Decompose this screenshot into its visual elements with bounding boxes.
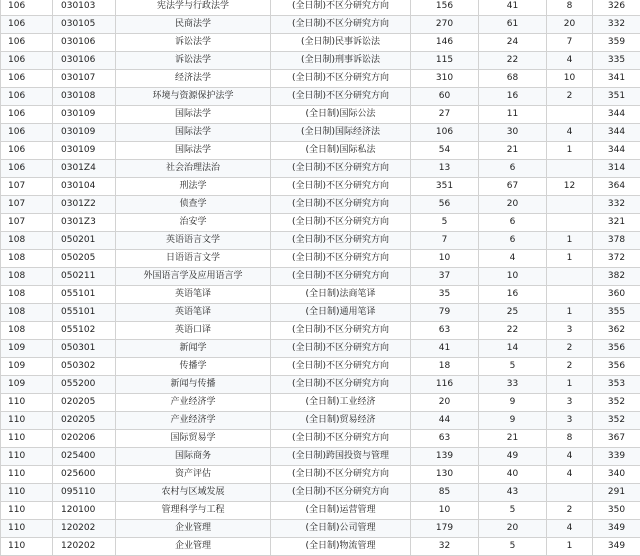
major-name-cell: 环境与资源保护法学 xyxy=(116,88,271,106)
major-code-cell: 030109 xyxy=(53,106,116,124)
count-cell-3: 1 xyxy=(547,250,593,268)
major-name-cell: 英语笔译 xyxy=(116,286,271,304)
score-cell: 326 xyxy=(593,0,640,16)
score-cell: 367 xyxy=(593,430,640,448)
research-direction-cell: (全日制)运营管理 xyxy=(271,502,411,520)
count-cell-3: 1 xyxy=(547,142,593,160)
count-cell-1: 139 xyxy=(411,448,479,466)
dept-cell: 106 xyxy=(1,70,53,88)
major-name-cell: 国际贸易学 xyxy=(116,430,271,448)
score-cell: 356 xyxy=(593,358,640,376)
research-direction-cell: (全日制)不区分研究方向 xyxy=(271,214,411,232)
major-name-cell: 治安学 xyxy=(116,214,271,232)
major-name-cell: 企业管理 xyxy=(116,538,271,556)
count-cell-2: 20 xyxy=(479,520,547,538)
score-cell: 359 xyxy=(593,34,640,52)
major-name-cell: 诉讼法学 xyxy=(116,34,271,52)
major-code-cell: 055101 xyxy=(53,304,116,322)
count-cell-1: 60 xyxy=(411,88,479,106)
count-cell-1: 179 xyxy=(411,520,479,538)
dept-cell: 106 xyxy=(1,34,53,52)
count-cell-2: 68 xyxy=(479,70,547,88)
count-cell-3: 2 xyxy=(547,340,593,358)
table-row xyxy=(1,160,640,178)
dept-cell: 106 xyxy=(1,124,53,142)
dept-cell: 110 xyxy=(1,412,53,430)
research-direction-cell: (全日制)不区分研究方向 xyxy=(271,70,411,88)
dept-cell: 110 xyxy=(1,538,53,556)
research-direction-cell: (全日制)不区分研究方向 xyxy=(271,322,411,340)
score-cell: 364 xyxy=(593,178,640,196)
research-direction-cell: (全日制)不区分研究方向 xyxy=(271,196,411,214)
major-code-cell: 055101 xyxy=(53,286,116,304)
count-cell-3: 4 xyxy=(547,466,593,484)
major-code-cell: 0301Z3 xyxy=(53,214,116,232)
count-cell-3: 7 xyxy=(547,34,593,52)
count-cell-3: 4 xyxy=(547,448,593,466)
table-row xyxy=(1,232,640,250)
count-cell-1: 10 xyxy=(411,250,479,268)
count-cell-1: 63 xyxy=(411,322,479,340)
dept-cell: 106 xyxy=(1,160,53,178)
table-row xyxy=(1,466,640,484)
table-row xyxy=(1,214,640,232)
count-cell-1: 63 xyxy=(411,430,479,448)
count-cell-3 xyxy=(547,196,593,214)
table-row xyxy=(1,268,640,286)
score-cell: 350 xyxy=(593,502,640,520)
score-cell: 349 xyxy=(593,520,640,538)
major-name-cell: 外国语言学及应用语言学 xyxy=(116,268,271,286)
score-cell: 362 xyxy=(593,322,640,340)
count-cell-3: 2 xyxy=(547,502,593,520)
count-cell-2: 6 xyxy=(479,160,547,178)
count-cell-3: 1 xyxy=(547,538,593,556)
score-cell: 340 xyxy=(593,466,640,484)
dept-cell: 108 xyxy=(1,232,53,250)
score-cell: 356 xyxy=(593,340,640,358)
count-cell-2: 24 xyxy=(479,34,547,52)
count-cell-3: 1 xyxy=(547,232,593,250)
dept-cell: 106 xyxy=(1,106,53,124)
major-code-cell: 095110 xyxy=(53,484,116,502)
research-direction-cell: (全日制)物流管理 xyxy=(271,538,411,556)
count-cell-3 xyxy=(547,484,593,502)
count-cell-2: 22 xyxy=(479,52,547,70)
dept-cell: 110 xyxy=(1,394,53,412)
count-cell-1: 44 xyxy=(411,412,479,430)
count-cell-2: 25 xyxy=(479,304,547,322)
major-code-cell: 050211 xyxy=(53,268,116,286)
score-cell: 291 xyxy=(593,484,640,502)
table-row xyxy=(1,484,640,502)
major-code-cell: 120100 xyxy=(53,502,116,520)
table-row xyxy=(1,0,640,16)
major-code-cell: 030105 xyxy=(53,16,116,34)
dept-cell: 110 xyxy=(1,466,53,484)
count-cell-2: 41 xyxy=(479,0,547,16)
count-cell-3: 4 xyxy=(547,520,593,538)
table-row xyxy=(1,448,640,466)
major-name-cell: 刑法学 xyxy=(116,178,271,196)
major-code-cell: 0301Z2 xyxy=(53,196,116,214)
dept-cell: 106 xyxy=(1,88,53,106)
research-direction-cell: (全日制)国际经济法 xyxy=(271,124,411,142)
count-cell-3: 1 xyxy=(547,304,593,322)
research-direction-cell: (全日制)不区分研究方向 xyxy=(271,16,411,34)
count-cell-2: 40 xyxy=(479,466,547,484)
count-cell-3: 4 xyxy=(547,52,593,70)
major-name-cell: 英语口译 xyxy=(116,322,271,340)
score-cell: 339 xyxy=(593,448,640,466)
research-direction-cell: (全日制)不区分研究方向 xyxy=(271,376,411,394)
table-row xyxy=(1,394,640,412)
score-cell: 341 xyxy=(593,70,640,88)
count-cell-2: 21 xyxy=(479,142,547,160)
table-row xyxy=(1,52,640,70)
count-cell-1: 116 xyxy=(411,376,479,394)
count-cell-1: 41 xyxy=(411,340,479,358)
count-cell-3 xyxy=(547,268,593,286)
count-cell-2: 5 xyxy=(479,358,547,376)
major-name-cell: 农村与区域发展 xyxy=(116,484,271,502)
major-code-cell: 030107 xyxy=(53,70,116,88)
research-direction-cell: (全日制)刑事诉讼法 xyxy=(271,52,411,70)
dept-cell: 110 xyxy=(1,448,53,466)
count-cell-1: 106 xyxy=(411,124,479,142)
count-cell-3 xyxy=(547,286,593,304)
count-cell-1: 156 xyxy=(411,0,479,16)
table-row xyxy=(1,376,640,394)
count-cell-2: 49 xyxy=(479,448,547,466)
major-code-cell: 050201 xyxy=(53,232,116,250)
research-direction-cell: (全日制)公司管理 xyxy=(271,520,411,538)
major-name-cell: 国际商务 xyxy=(116,448,271,466)
dept-cell: 108 xyxy=(1,286,53,304)
count-cell-1: 35 xyxy=(411,286,479,304)
major-code-cell: 055200 xyxy=(53,376,116,394)
count-cell-2: 20 xyxy=(479,196,547,214)
table-row xyxy=(1,430,640,448)
table-row xyxy=(1,250,640,268)
count-cell-3: 3 xyxy=(547,322,593,340)
table-row xyxy=(1,88,640,106)
score-cell: 314 xyxy=(593,160,640,178)
major-code-cell: 030109 xyxy=(53,124,116,142)
table-body xyxy=(1,0,640,556)
count-cell-2: 11 xyxy=(479,106,547,124)
dept-cell: 107 xyxy=(1,214,53,232)
research-direction-cell: (全日制)法商笔译 xyxy=(271,286,411,304)
research-direction-cell: (全日制)不区分研究方向 xyxy=(271,430,411,448)
dept-cell: 110 xyxy=(1,430,53,448)
major-name-cell: 英语笔译 xyxy=(116,304,271,322)
research-direction-cell: (全日制)不区分研究方向 xyxy=(271,232,411,250)
count-cell-1: 7 xyxy=(411,232,479,250)
major-name-cell: 产业经济学 xyxy=(116,394,271,412)
count-cell-2: 22 xyxy=(479,322,547,340)
score-cell: 352 xyxy=(593,412,640,430)
major-code-cell: 055102 xyxy=(53,322,116,340)
score-cell: 382 xyxy=(593,268,640,286)
table-row xyxy=(1,304,640,322)
count-cell-1: 32 xyxy=(411,538,479,556)
count-cell-1: 130 xyxy=(411,466,479,484)
score-cell: 351 xyxy=(593,88,640,106)
count-cell-2: 21 xyxy=(479,430,547,448)
count-cell-2: 6 xyxy=(479,214,547,232)
research-direction-cell: (全日制)工业经济 xyxy=(271,394,411,412)
score-cell: 344 xyxy=(593,106,640,124)
research-direction-cell: (全日制)国际私法 xyxy=(271,142,411,160)
count-cell-1: 310 xyxy=(411,70,479,88)
major-code-cell: 030108 xyxy=(53,88,116,106)
dept-cell: 109 xyxy=(1,340,53,358)
score-cell: 360 xyxy=(593,286,640,304)
count-cell-1: 18 xyxy=(411,358,479,376)
major-code-cell: 020205 xyxy=(53,394,116,412)
major-name-cell: 社会治理法治 xyxy=(116,160,271,178)
major-name-cell: 民商法学 xyxy=(116,16,271,34)
dept-cell: 108 xyxy=(1,304,53,322)
dept-cell: 107 xyxy=(1,196,53,214)
table-row xyxy=(1,196,640,214)
count-cell-1: 37 xyxy=(411,268,479,286)
score-cell: 353 xyxy=(593,376,640,394)
research-direction-cell: (全日制)不区分研究方向 xyxy=(271,340,411,358)
count-cell-1: 79 xyxy=(411,304,479,322)
dept-cell: 106 xyxy=(1,16,53,34)
count-cell-1: 270 xyxy=(411,16,479,34)
score-cell: 344 xyxy=(593,124,640,142)
score-cell: 332 xyxy=(593,16,640,34)
count-cell-3: 20 xyxy=(547,16,593,34)
major-name-cell: 资产评估 xyxy=(116,466,271,484)
table-row xyxy=(1,16,640,34)
dept-cell: 106 xyxy=(1,52,53,70)
major-code-cell: 030104 xyxy=(53,178,116,196)
research-direction-cell: (全日制)不区分研究方向 xyxy=(271,160,411,178)
dept-cell: 108 xyxy=(1,268,53,286)
table-row xyxy=(1,124,640,142)
count-cell-2: 30 xyxy=(479,124,547,142)
count-cell-2: 33 xyxy=(479,376,547,394)
research-direction-cell: (全日制)民事诉讼法 xyxy=(271,34,411,52)
major-code-cell: 120202 xyxy=(53,538,116,556)
count-cell-3 xyxy=(547,106,593,124)
table-row xyxy=(1,142,640,160)
count-cell-2: 9 xyxy=(479,394,547,412)
major-name-cell: 传播学 xyxy=(116,358,271,376)
major-name-cell: 产业经济学 xyxy=(116,412,271,430)
score-cell: 349 xyxy=(593,538,640,556)
count-cell-2: 6 xyxy=(479,232,547,250)
major-code-cell: 050302 xyxy=(53,358,116,376)
major-name-cell: 新闻与传播 xyxy=(116,376,271,394)
research-direction-cell: (全日制)不区分研究方向 xyxy=(271,466,411,484)
count-cell-2: 5 xyxy=(479,502,547,520)
count-cell-2: 16 xyxy=(479,88,547,106)
score-cell: 372 xyxy=(593,250,640,268)
major-code-cell: 025600 xyxy=(53,466,116,484)
major-code-cell: 120202 xyxy=(53,520,116,538)
count-cell-1: 351 xyxy=(411,178,479,196)
count-cell-1: 13 xyxy=(411,160,479,178)
major-name-cell: 诉讼法学 xyxy=(116,52,271,70)
count-cell-3: 8 xyxy=(547,0,593,16)
score-cell: 332 xyxy=(593,196,640,214)
major-code-cell: 025400 xyxy=(53,448,116,466)
count-cell-3: 3 xyxy=(547,394,593,412)
major-code-cell: 030106 xyxy=(53,52,116,70)
dept-cell: 107 xyxy=(1,178,53,196)
count-cell-3 xyxy=(547,160,593,178)
major-name-cell: 经济法学 xyxy=(116,70,271,88)
count-cell-1: 85 xyxy=(411,484,479,502)
count-cell-1: 146 xyxy=(411,34,479,52)
major-name-cell: 新闻学 xyxy=(116,340,271,358)
table-row xyxy=(1,340,640,358)
score-cell: 335 xyxy=(593,52,640,70)
dept-cell: 106 xyxy=(1,0,53,16)
dept-cell: 106 xyxy=(1,142,53,160)
table-row xyxy=(1,106,640,124)
count-cell-2: 9 xyxy=(479,412,547,430)
count-cell-1: 5 xyxy=(411,214,479,232)
count-cell-2: 67 xyxy=(479,178,547,196)
count-cell-3: 12 xyxy=(547,178,593,196)
count-cell-3: 3 xyxy=(547,412,593,430)
score-cell: 344 xyxy=(593,142,640,160)
count-cell-2: 61 xyxy=(479,16,547,34)
table-row xyxy=(1,178,640,196)
major-code-cell: 050205 xyxy=(53,250,116,268)
major-name-cell: 日语语言文学 xyxy=(116,250,271,268)
major-code-cell: 050301 xyxy=(53,340,116,358)
count-cell-3: 4 xyxy=(547,124,593,142)
major-name-cell: 企业管理 xyxy=(116,520,271,538)
count-cell-1: 54 xyxy=(411,142,479,160)
major-code-cell: 030109 xyxy=(53,142,116,160)
research-direction-cell: (全日制)贸易经济 xyxy=(271,412,411,430)
major-name-cell: 管理科学与工程 xyxy=(116,502,271,520)
score-cell: 355 xyxy=(593,304,640,322)
count-cell-1: 10 xyxy=(411,502,479,520)
research-direction-cell: (全日制)不区分研究方向 xyxy=(271,358,411,376)
dept-cell: 110 xyxy=(1,502,53,520)
count-cell-2: 16 xyxy=(479,286,547,304)
count-cell-3: 8 xyxy=(547,430,593,448)
count-cell-2: 43 xyxy=(479,484,547,502)
count-cell-2: 10 xyxy=(479,268,547,286)
count-cell-3: 2 xyxy=(547,358,593,376)
table-row xyxy=(1,520,640,538)
research-direction-cell: (全日制)通用笔译 xyxy=(271,304,411,322)
dept-cell: 108 xyxy=(1,322,53,340)
research-direction-cell: (全日制)不区分研究方向 xyxy=(271,268,411,286)
count-cell-3: 10 xyxy=(547,70,593,88)
table-row xyxy=(1,322,640,340)
dept-cell: 108 xyxy=(1,250,53,268)
score-cell: 352 xyxy=(593,394,640,412)
dept-cell: 109 xyxy=(1,358,53,376)
major-name-cell: 国际法学 xyxy=(116,142,271,160)
major-code-cell: 030103 xyxy=(53,0,116,16)
score-cell: 378 xyxy=(593,232,640,250)
research-direction-cell: (全日制)国际公法 xyxy=(271,106,411,124)
research-direction-cell: (全日制)不区分研究方向 xyxy=(271,0,411,16)
research-direction-cell: (全日制)不区分研究方向 xyxy=(271,250,411,268)
major-name-cell: 国际法学 xyxy=(116,106,271,124)
research-direction-cell: (全日制)不区分研究方向 xyxy=(271,178,411,196)
count-cell-1: 20 xyxy=(411,394,479,412)
research-direction-cell: (全日制)跨国投资与管理 xyxy=(271,448,411,466)
count-cell-2: 5 xyxy=(479,538,547,556)
table-row xyxy=(1,358,640,376)
major-name-cell: 宪法学与行政法学 xyxy=(116,0,271,16)
dept-cell: 110 xyxy=(1,484,53,502)
table-row xyxy=(1,70,640,88)
major-name-cell: 侦查学 xyxy=(116,196,271,214)
major-code-cell: 020206 xyxy=(53,430,116,448)
dept-cell: 109 xyxy=(1,376,53,394)
major-code-cell: 030106 xyxy=(53,34,116,52)
count-cell-3: 2 xyxy=(547,88,593,106)
table-row xyxy=(1,286,640,304)
major-code-cell: 020205 xyxy=(53,412,116,430)
major-name-cell: 英语语言文学 xyxy=(116,232,271,250)
major-name-cell: 国际法学 xyxy=(116,124,271,142)
count-cell-1: 56 xyxy=(411,196,479,214)
research-direction-cell: (全日制)不区分研究方向 xyxy=(271,484,411,502)
count-cell-2: 14 xyxy=(479,340,547,358)
count-cell-1: 27 xyxy=(411,106,479,124)
count-cell-3: 1 xyxy=(547,376,593,394)
count-cell-3 xyxy=(547,214,593,232)
count-cell-1: 115 xyxy=(411,52,479,70)
table-row xyxy=(1,412,640,430)
count-cell-2: 4 xyxy=(479,250,547,268)
major-code-cell: 0301Z4 xyxy=(53,160,116,178)
dept-cell: 110 xyxy=(1,520,53,538)
research-direction-cell: (全日制)不区分研究方向 xyxy=(271,88,411,106)
table-row xyxy=(1,34,640,52)
score-cell: 321 xyxy=(593,214,640,232)
table-row xyxy=(1,538,640,556)
table-row xyxy=(1,502,640,520)
